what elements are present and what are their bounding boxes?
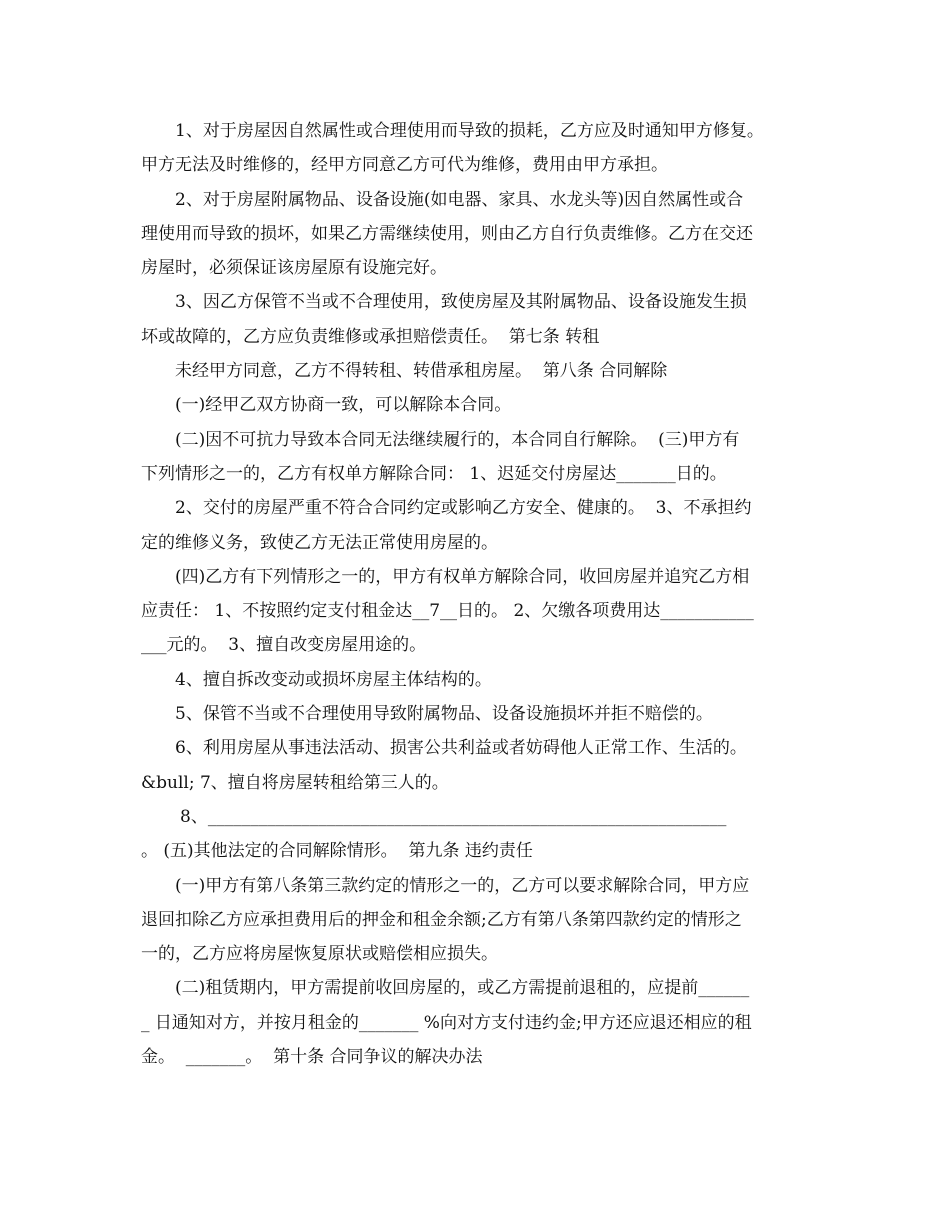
paragraph-line: 3、因乙方保管不当或不合理使用，致使房屋及其附属物品、设备设施发生损 xyxy=(175,292,747,313)
paragraph-line: (二)租赁期内，甲方需提前收回房屋的，或乙方需提前退租的，应提前______ xyxy=(175,978,750,999)
paragraph-line: 甲方无法及时维修的，经甲方同意乙方可代为维修，费用由甲方承担。 xyxy=(141,155,668,176)
paragraph-line: 未经甲方同意，乙方不得转租、转借承租房屋。 第八条 合同解除 xyxy=(175,361,668,382)
paragraph-line: 2、交付的房屋严重不符合合同约定或影响乙方安全、健康的。 3、不承担约 xyxy=(175,498,752,519)
paragraph-line: 一的，乙方应将房屋恢复原状或赔偿相应损失。 xyxy=(141,944,498,965)
paragraph-line: _ 日通知对方，并按月租金的_______ %向对方支付违约金;甲方还应退还相应的租 xyxy=(141,1012,752,1033)
paragraph-line: 6、利用房屋从事违法活动、损害公共利益或者妨碍他人正常工作、生活的。 xyxy=(175,738,747,759)
paragraph-line: 8、_____________________________________________________________ xyxy=(180,806,727,827)
paragraph-line: (二)因不可抗力导致本合同无法继续履行的，本合同自行解除。 (三)甲方有 xyxy=(175,429,740,450)
paragraph-line: 2、对于房屋附属物品、设备设施(如电器、家具、水龙头等)因自然属性或合 xyxy=(175,189,744,210)
paragraph-line: 5、保管不当或不合理使用导致附属物品、设备设施损坏并拒不赔偿的。 xyxy=(175,704,713,725)
paragraph-line: 1、对于房屋因自然属性或合理使用而导致的损耗，乙方应及时通知甲方修复。 xyxy=(175,121,764,141)
paragraph-line: 4、擅自拆改变动或损坏房屋主体结构的。 xyxy=(175,669,492,690)
paragraph-line: 下列情形之一的，乙方有权单方解除合同： 1、迟延交付房屋达_______日的。 xyxy=(141,463,727,484)
paragraph-line: 理使用而导致的损坏，如果乙方需继续使用，则由乙方自行负责维修。乙方在交还 xyxy=(141,223,753,244)
paragraph-line: 。 (五)其他法定的合同解除情形。 第九条 违约责任 xyxy=(141,841,533,862)
paragraph-line: (一)甲方有第八条第三款约定的情形之一的，乙方可以要求解除合同，甲方应 xyxy=(175,875,750,896)
paragraph-line: 坏或故障的，乙方应负责维修或承担赔偿责任。 第七条 转租 xyxy=(141,326,600,347)
document-body xyxy=(141,114,831,1074)
paragraph-line: ___元的。 3、擅自改变房屋用途的。 xyxy=(141,635,427,656)
paragraph-line: 房屋时，必须保证该房屋原有设施完好。 xyxy=(141,258,447,279)
paragraph-line: &bull; 7、擅自将房屋转租给第三人的。 xyxy=(141,772,449,793)
paragraph-line: 应责任： 1、不按照约定支付租金达__7__日的。 2、欠缴各项费用达___________ xyxy=(141,601,754,622)
paragraph-line: 定的维修义务，致使乙方无法正常使用房屋的。 xyxy=(141,532,498,553)
paragraph-line: (一)经甲乙双方协商一致，可以解除本合同。 xyxy=(175,395,512,416)
paragraph-line: 退回扣除乙方应承担费用后的押金和租金余额;乙方有第八条第四款约定的情形之 xyxy=(141,909,742,930)
paragraph-line: 金。 _______。 第十条 合同争议的解决办法 xyxy=(141,1047,483,1068)
paragraph-line: (四)乙方有下列情形之一的，甲方有权单方解除合同，收回房屋并追究乙方相 xyxy=(175,566,750,587)
